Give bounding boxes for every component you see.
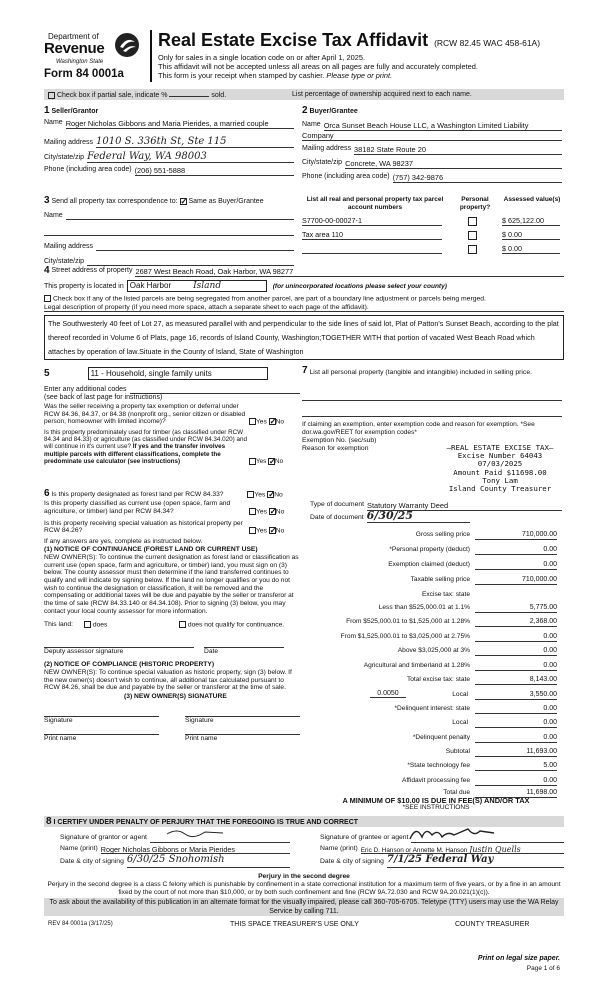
perjury-notice (44, 873, 564, 881)
treasurer-stamp (430, 444, 570, 493)
form-number: Form 84 0001a (44, 68, 124, 80)
doc-type-field[interactable]: Statutory Warranty Deed (367, 498, 562, 511)
grantor-name-label: Name (print) (60, 845, 98, 852)
title-text: Real Estate Excise Tax Affidavit (158, 30, 429, 50)
q5-no-checkbox[interactable] (269, 527, 276, 534)
partial-label: Check box if partial sale, indicate % (56, 92, 168, 99)
notice-compliance-heading: (2) NOTICE OF COMPLIANCE (HISTORIC PROPERTY) (44, 661, 215, 669)
located-city-value: Oak Harbor (129, 281, 172, 290)
tax-line-label: Exemption claimed (deduct) (388, 561, 470, 568)
doc-date-row (310, 509, 470, 523)
property-section: 4 Street address of property 2687 West Beach Road, Oak Harbor, WA 98277 This property is located in Oak Harbor Island (for unincorporated locations please select your county) Check box if any of the listed parcels are being segregated from another parcel, are part of a boundary line adjustment or parcels being merged. Legal description of property (if you need more space, attach a separate sheet to each page of the affidavit). The Southwesterly 40 feet of Lot 27, as measured parallel with and perpendicular to the side lines of said lot, Plat of Patton's Sunset Beach, according to the plat thereof recorded in Volume 6 of Plats, page 16, records of Island County, Washington;TOGETHER WITH that portion of vacated West Beach Road which attaches by operation of law.Situate in the County of Island, State of Washington (44, 265, 564, 360)
tax-line-value[interactable]: 0.00 (475, 733, 557, 743)
buyer-name-label: Name (302, 121, 321, 128)
rcw-text: (RCW 82.45 WAC 458-61A) (434, 38, 541, 48)
q5-yes-checkbox[interactable] (249, 527, 256, 534)
certify-heading: I CERTIFY UNDER PENALTY OF PERJURY THAT THE FOREGOING IS TRUE AND CORRECT (53, 819, 359, 826)
seller-city-field[interactable]: Federal Way, WA 98003 (87, 151, 294, 163)
tax-line-label: Gross selling price (415, 531, 470, 538)
located-county-value: Island (193, 281, 222, 291)
q3-no-label: No (274, 491, 283, 499)
q2-no-checkbox[interactable] (268, 458, 275, 465)
tax-line-label: Subtotal (445, 748, 470, 755)
seller-name-field[interactable]: Roger Nicholas Gibbons and Maria Pierides, a married couple (66, 119, 294, 129)
located-city-select[interactable] (127, 280, 267, 292)
reason-label: Reason for exemption (302, 445, 369, 452)
exemption-no-label: Exemption No. (sec/sub) (302, 437, 377, 444)
tax-line-value[interactable]: 0.00 (475, 704, 557, 714)
seller-mail-label: Mailing address (44, 139, 94, 146)
grantee-extra-name: Justin Quells (469, 845, 521, 854)
seller-phone-label: Phone (including area code) (44, 166, 132, 173)
doc-type-label: Type of document (310, 501, 365, 508)
q3-yes-label: Yes (254, 491, 266, 499)
same-as-buyer-label: Same as Buyer/Grantee (188, 198, 264, 205)
exemption-question: Was the seller receiving a property tax exemption or deferral under RCW 84.36, 84.37, or 84.38 (nonprofit org., senior citizen or disabled person, homeowner with limited income)? (44, 403, 246, 426)
tax-line-label: Taxable selling price (410, 576, 470, 583)
list-pct-note: List percentage of ownership acquired next to each name. (292, 91, 472, 98)
owner-print-label-1: Print name (44, 734, 77, 742)
parcel-row (302, 243, 562, 254)
treasurer-only: THIS SPACE TREASURER'S USE ONLY (230, 921, 359, 928)
corr-name-field-2[interactable] (44, 220, 294, 236)
buyer-mail-field[interactable]: 38182 State Route 20 (354, 145, 562, 155)
tax-line-value[interactable]: 710,000.00 (475, 530, 557, 540)
dept-line1: Department of (48, 32, 99, 41)
deputy-date-field[interactable] (204, 640, 284, 649)
designation-section: 6 Is this property designated as forest land per RCW 84.33? Yes ✓ No Is this property classified as current use (open space, farm and agriculture, or timber) land per RCW 84.34? Yes ✓ No Is this property receiving special valuation as historical property per RCW 84.26? Yes ✓ No If any answers are yes, complete as instructed below. (1) NOTICE OF CONTINUANCE (FOREST LAND OR CURRENT USE) NEW OWNER(S): To continue the current designation as forest land or classification as current use (open space, farm and agriculture, or timber) land, you must sign on (3) below. The county assessor must then determine if the land transferred continues to qualify and will indicate by signing below. If the land no longer qualifies or you do not wish to continue the designation or classification, it will be removed and the compensating or additional taxes will be due and payable by the seller or transferor at the time of sale (RCW 84.33.140 or 84.34.108). Prior to signing (3) below, you may contact your local county assessor for more information. This land: does does not qualify for continuance. Deputy assessor signature Date (2) NOTICE OF COMPLIANCE (HISTORIC PROPERTY) NEW OWNER(S): To continue special valuation as historic property, sign (3) below. If the new owner(s) doesn't wish to continue, all additional tax calculated pursuant to RCW 84.26, shall be due and payable by the seller or transferor at the time of sale. (3) NEW OWNER(S) SIGNATURE Signature Signature Print name Print name (44, 489, 300, 742)
use-code-select[interactable]: 11 - Household, single family units (88, 367, 268, 380)
parcel-col-header: List all real and personal property tax parcel account numbers (306, 196, 444, 211)
stamp-line-2: Excise Number 64043 (457, 451, 543, 461)
tax-line-label: Affidavit processing fee (401, 777, 470, 784)
tax-line-value[interactable]: 710,000.00 (475, 575, 557, 585)
tax-line-label: Total excise tax: state (406, 676, 470, 683)
assessed-value-field[interactable]: $ 625,122.00 (502, 216, 560, 226)
seller-mail-field[interactable]: 1010 S. 336th St, Ste 115 (96, 136, 294, 148)
q2-yes-label: Yes (256, 457, 267, 465)
corr-mail-field[interactable] (96, 243, 294, 251)
stamp-line-5: Tony Lam (482, 475, 518, 485)
partial-sold: sold. (211, 92, 227, 99)
buyer-phone-field[interactable]: (757) 342-9876 (393, 173, 562, 183)
tax-line-label: Local (452, 691, 468, 698)
certify-bar: 8 I CERTIFY UNDER PENALTY OF PERJURY THAT THE FOREGOING IS TRUE AND CORRECT (44, 816, 564, 827)
tax-line-label: Local (452, 719, 468, 726)
parcel-row (302, 215, 562, 226)
corr-name-label: Name (44, 212, 63, 219)
buyer-section: 2 Buyer/Grantee Name Orca Sunset Beach House LLC, a Washington Limited Liability Company Mailing address 38182 State Route 20 City/state/zip Concrete, WA 98237 Phone (including area code) (757) 342-9876 (302, 105, 562, 183)
q4-no-label: No (275, 507, 285, 515)
same-as-buyer-checkbox[interactable] (180, 198, 187, 205)
if-any-note: If any answers are yes, complete as instructed below. (44, 538, 203, 546)
owner-sig-label-2: Signature (185, 716, 214, 724)
q1-yes-checkbox[interactable] (249, 418, 256, 425)
personal-property-checkbox[interactable] (468, 245, 477, 254)
tax-line-label: From $1,525,000.01 to $3,025,000 at 2.75% (340, 633, 470, 640)
doc-date-label: Date of document (310, 514, 364, 521)
rev-number: REV 84 0001a (3/17/25) (48, 921, 113, 927)
does-not-checkbox[interactable] (179, 621, 186, 628)
legal-description-field[interactable]: The Southwesterly 40 feet of Lot 27, as measured parallel with and perpendicular to the side lines of said lot, Plat of Patton's Sunset Beach, according to the plat thereof recorded in Volume 6 of Plats, page 16, records of Island County, Washington;TOGETHER WITH that portion of vacated West Beach Road which attaches by operation of law.Situate in the County of Island, State of Washington (44, 315, 564, 360)
deputy-signature-field[interactable] (44, 640, 194, 649)
street-field[interactable]: 2687 West Beach Road, Oak Harbor, WA 98277 (135, 265, 564, 277)
deputy-date-label: Date (204, 648, 219, 656)
tax-line-label: Total due (443, 789, 470, 796)
personal-property-section: 7 List all personal property (tangible and intangible) included in selling price. If claiming an exemption, enter exemption code and reason for exemption. *See dor.wa.gov/REET for exemption codes* Exemption No. (sec/sub) Reason for exemption (302, 367, 562, 453)
stamp-line-3: 07/03/2025 (477, 459, 523, 469)
minimum-note: A MINIMUM OF $10.00 IS DUE IN FEE(S) AND/OR TAX (342, 796, 530, 805)
personal-col-header: Personal property? (459, 196, 491, 211)
historic-question: Is this property receiving special valuation as historical property per RCW 84.26? (44, 519, 243, 535)
does-checkbox[interactable] (84, 621, 91, 628)
partial-sale-checkbox[interactable] (48, 92, 55, 99)
seller-phone-field[interactable]: (206) 551-5888 (135, 166, 294, 176)
tax-line-value[interactable]: 5,775.00 (475, 603, 557, 613)
tax-line-value[interactable]: 5.00 (475, 761, 557, 771)
county-treasurer: COUNTY TREASURER (455, 921, 530, 928)
located-label: This property is located in (44, 282, 124, 290)
segregate-checkbox[interactable] (44, 295, 51, 302)
seller-heading: Seller/Grantor (51, 108, 99, 115)
assessed-value-field[interactable]: $ 0.00 (502, 230, 560, 240)
grantee-sig-label: Signature of grantee or agent (320, 834, 409, 841)
personal-property-field-2[interactable] (302, 401, 562, 417)
perjury-text: Perjury in the second degree is a class C felony which is punishable by confinement in a state correctional institution for a maximum term of five years, or by a fine in an amount fixed by the court of not more than $10,000, or by both such confinement and fine (RCW 9A.72.030 and RCW 9A.20.021(1)(c)). (47, 881, 561, 896)
grantor-name-field[interactable]: Roger Nicholas Gibbons or Maria Pierides (101, 843, 290, 854)
new-owner-sig-heading: (3) NEW OWNER(S) SIGNATURE (124, 693, 227, 701)
dor-logo (44, 30, 142, 82)
grantee-name-field[interactable] (361, 843, 564, 854)
forest-question: Is this property designated as forest land per RCW 84.33? (51, 491, 224, 498)
owner-sig-label-1: Signature (44, 716, 73, 724)
seller-section: 1 Seller/Grantor Name Roger Nicholas Gibbons and Maria Pierides, a married couple Mailing address 1010 S. 336th St, Ste 115 City/state/zip Federal Way, WA 98003 Phone (including area code) (206) 551-5888 (44, 105, 294, 176)
timber-question (44, 429, 249, 465)
buyer-name-field-2[interactable]: Company (302, 131, 562, 141)
tax-line-value[interactable]: 3,550.00 (475, 690, 557, 700)
unincorp-note: (for unincorporated locations please select your county) (272, 282, 447, 290)
tax-line-label: *Delinquent interest: state (394, 705, 470, 712)
grantor-date-label: Date & city of signing (60, 858, 124, 865)
tax-line-label: From $525,000.01 to $1,525,000 at 1.28% (346, 618, 470, 625)
correspondence-section: 3 Send all property tax correspondence to: ✓ Same as Buyer/Grantee Name Mailing address City/state/zip (44, 195, 294, 266)
use-code-section: 5 11 - Household, single family units Enter any additional codes (see back of last page for instructions) Was the seller receiving a property tax exemption or deferral under RCW 84.36, 84.37, or 84.38 (nonprofit org., senior citizen or disabled person, homeowner with limited income)? Yes ✓ No Is this property predominately used for timber (as classified under RCW 84.34 and 84.33) or agriculture (as classified under RCW 84.34.020) and will continue in it's current use? If yes and the transfer involves multiple parcels with different classifications, complete the predominate use calculator (see instructions) Yes ✓ No (44, 367, 300, 465)
parcel-row (302, 229, 562, 240)
legal-size-note: Print on legal size paper. (477, 955, 560, 962)
additional-codes-field[interactable] (130, 386, 301, 394)
corr-mail-label: Mailing address (44, 243, 94, 250)
partial-percent-field[interactable] (169, 89, 209, 97)
notice-compliance-body: NEW OWNER(S): To continue special valuation as historic property, sign (3) below. If the new owner(s) doesn't wish to continue, all additional tax calculated pursuant to RCW 84.26, shall be due and payable by the seller or transferor at the time of sale. (44, 668, 292, 692)
grantor-sig-label: Signature of grantor or agent (60, 834, 147, 841)
q2-yes-checkbox[interactable] (249, 458, 256, 465)
buyer-city-field[interactable]: Concrete, WA 98237 (345, 159, 562, 169)
header-notes (158, 53, 563, 80)
owner-print-label-2: Print name (185, 734, 218, 742)
note-2: This affidavit will not be accepted unless all areas on all pages are fully and accurately completed. (158, 62, 478, 71)
grantor-signature-scrawl (165, 826, 225, 838)
grantee-name-value: Eric D. Hanson or Annette M. Hanson (360, 847, 468, 854)
grantee-name-label: Name (print) (320, 845, 358, 852)
tax-line-label: *State technology fee (407, 762, 470, 769)
q4-yes-checkbox[interactable] (249, 508, 256, 515)
tax-line-label: *Personal property (deduct) (389, 546, 470, 553)
parcel-table (302, 196, 562, 254)
note-1: Only for sales in a single location code on or after April 1, 2025. (158, 53, 366, 62)
partial-sale-bar (44, 89, 564, 100)
tax-line-label: Above $3,025,000 at 3% (397, 647, 470, 654)
does-label: does (92, 621, 108, 629)
personal-property-checkbox[interactable] (468, 231, 477, 240)
segregate-label: Check box if any of the listed parcels are being segregated from another parcel, are part of a boundary line adjustment or parcels being merged. (52, 295, 486, 303)
dor-swirl-icon (114, 32, 140, 58)
tax-line-value[interactable]: 0.00 (475, 545, 557, 555)
value-col-header: Assessed value(s) (503, 196, 561, 203)
stamp-line-4: Amount Paid $11698.00 (453, 467, 547, 477)
tax-line-value[interactable]: 11,693.00 (475, 747, 557, 757)
parcel-number-field[interactable]: Tax area 110 (302, 230, 442, 240)
stamp-line-6: Island County Treasurer (448, 484, 552, 494)
perjury-bold: Perjury in the second degree (258, 873, 350, 880)
timber-question-bold: If yes and the transfer involves multiple parcels with different classifications, complete the predominate use calculator (see instructions) (44, 443, 226, 465)
q4-yes-label: Yes (256, 507, 267, 515)
personal-property-checkbox[interactable] (468, 217, 477, 226)
alt-format-bar: To ask about the availability of this publication in an alternate format for the visually impaired, please call 360-705-6705. Teletype (TTY) users may use the WA Relay Service by calling 711. (44, 898, 564, 916)
notice-continuance-heading: (1) NOTICE OF CONTINUANCE (FOREST LAND OR CURRENT USE) (44, 546, 258, 554)
legal-label-line (44, 304, 564, 312)
does-not-label: does not qualify for continuance. (187, 621, 285, 629)
state-line: Washington State (56, 59, 104, 65)
parcel-number-field[interactable] (302, 253, 442, 254)
deputy-label: Deputy assessor signature (44, 648, 124, 656)
legal-label: Legal description of property (if you need more space, attach a separate sheet to each page of the affidavit). (44, 304, 369, 312)
current-use-question: Is this property classified as current use (open space, farm and agriculture, or timber) land per RCW 84.34? (44, 500, 231, 515)
street-label: Street address of property (51, 267, 133, 274)
grantee-date-field[interactable]: 7/1/25 Federal Way (387, 854, 564, 868)
tax-line-value[interactable]: 0.00 (475, 661, 557, 671)
notice-continuance-body: NEW OWNER(S): To continue the current designation as forest land or classification as current use (open space, farm and agriculture, or timber) land, you must sign on (3) below. The county assessor must then determine if the land transferred continues to qualify and will indicate by signing below. If the land no longer qualifies or you do not wish to continue the designation or classification, it will be removed and the compensating or additional taxes will be due and payable by the seller or transferor at the time of sale (RCW 84.33.140 or 84.34.108). Prior to signing (3) below, you may contact your local county assessor for more information. (44, 553, 299, 615)
assessed-value-field[interactable]: $ 0.00 (502, 244, 560, 254)
buyer-mail-label: Mailing address (302, 145, 352, 152)
exemption-intro: If claiming an exemption, enter exemption code and reason for exemption. *See dor.wa.gov/REET for exemption codes* (302, 421, 535, 436)
this-land-label: This land: (44, 621, 73, 629)
tax-line-label: Excise tax: state (421, 591, 470, 598)
tax-line-value[interactable]: 0.00 (475, 632, 557, 642)
correspondence-label: Send all property tax correspondence to: (51, 198, 178, 205)
tax-line-value[interactable]: 0.00 (475, 776, 557, 786)
tax-line-value[interactable]: 0.00 (475, 646, 557, 656)
timber-question-text: Is this property predominately used for timber (as classified under RCW 84.34 and 84.33) or agriculture (as classified under RCW 84.34.020) and will continue in it's current use? (44, 428, 248, 451)
tax-line-value[interactable]: 2,368.00 (475, 617, 557, 627)
doc-date-field[interactable]: 6/30/25 (367, 509, 470, 523)
local-rate: 0.0050 (370, 690, 406, 698)
note-3: This form is your receipt when stamped by cashier. Please type or print. (158, 71, 393, 80)
corr-name-field[interactable] (66, 212, 294, 220)
q5-no-label: No (275, 527, 285, 535)
additional-codes-label: Enter any additional codes (44, 386, 127, 393)
q1-no-label: No (275, 418, 285, 426)
seller-city-label: City/state/zip (44, 154, 85, 161)
grantor-date-field[interactable]: 6/30/25 Snohomish (127, 854, 290, 868)
q4-no-checkbox[interactable] (269, 508, 276, 515)
stamp-line-1: —REAL ESTATE EXCISE TAX— (446, 443, 554, 452)
tax-line-value[interactable]: 8,143.00 (475, 675, 557, 685)
dept-line2: Revenue (44, 40, 105, 57)
seller-name-label: Name (44, 119, 63, 126)
q5-yes-label: Yes (256, 527, 267, 535)
parcel-number-field[interactable]: S7700-00-00027-1 (302, 216, 442, 226)
q1-yes-label: Yes (256, 418, 267, 426)
tax-line-label: *Delinquent penalty (412, 734, 470, 741)
grantee-signature-scrawl (408, 823, 498, 843)
form-title (158, 30, 540, 51)
personal-property-label: List all personal property (tangible and intangible) included in selling price. (309, 369, 532, 376)
buyer-phone-label: Phone (including area code) (302, 173, 390, 180)
tax-line-label: Agricultural and timberland at 1.28% (363, 662, 470, 669)
tax-line-value[interactable]: 0.00 (475, 560, 557, 570)
q1-no-checkbox[interactable] (269, 418, 276, 425)
corr-city-label: City/state/zip (44, 258, 85, 265)
see-instructions: *SEE INSTRUCTIONS (402, 804, 470, 811)
tax-line-label: Less than $525,000.01 at 1.1% (378, 604, 470, 611)
personal-property-field[interactable] (302, 377, 562, 401)
buyer-name-field[interactable]: Orca Sunset Beach House LLC, a Washington Limited Liability (324, 121, 562, 131)
buyer-heading: Buyer/Grantee (309, 108, 358, 115)
tax-line-value[interactable]: 0.00 (475, 718, 557, 728)
q2-no-label: No (275, 457, 284, 465)
page-number: Page 1 of 6 (526, 965, 560, 972)
tax-line-value[interactable]: 11,698.00 (475, 788, 557, 798)
header-divider (150, 30, 152, 82)
see-back-note: (see back of last page for instructions) (44, 394, 163, 401)
buyer-city-label: City/state/zip (302, 159, 343, 166)
grantee-date-label: Date & city of signing (320, 858, 384, 865)
